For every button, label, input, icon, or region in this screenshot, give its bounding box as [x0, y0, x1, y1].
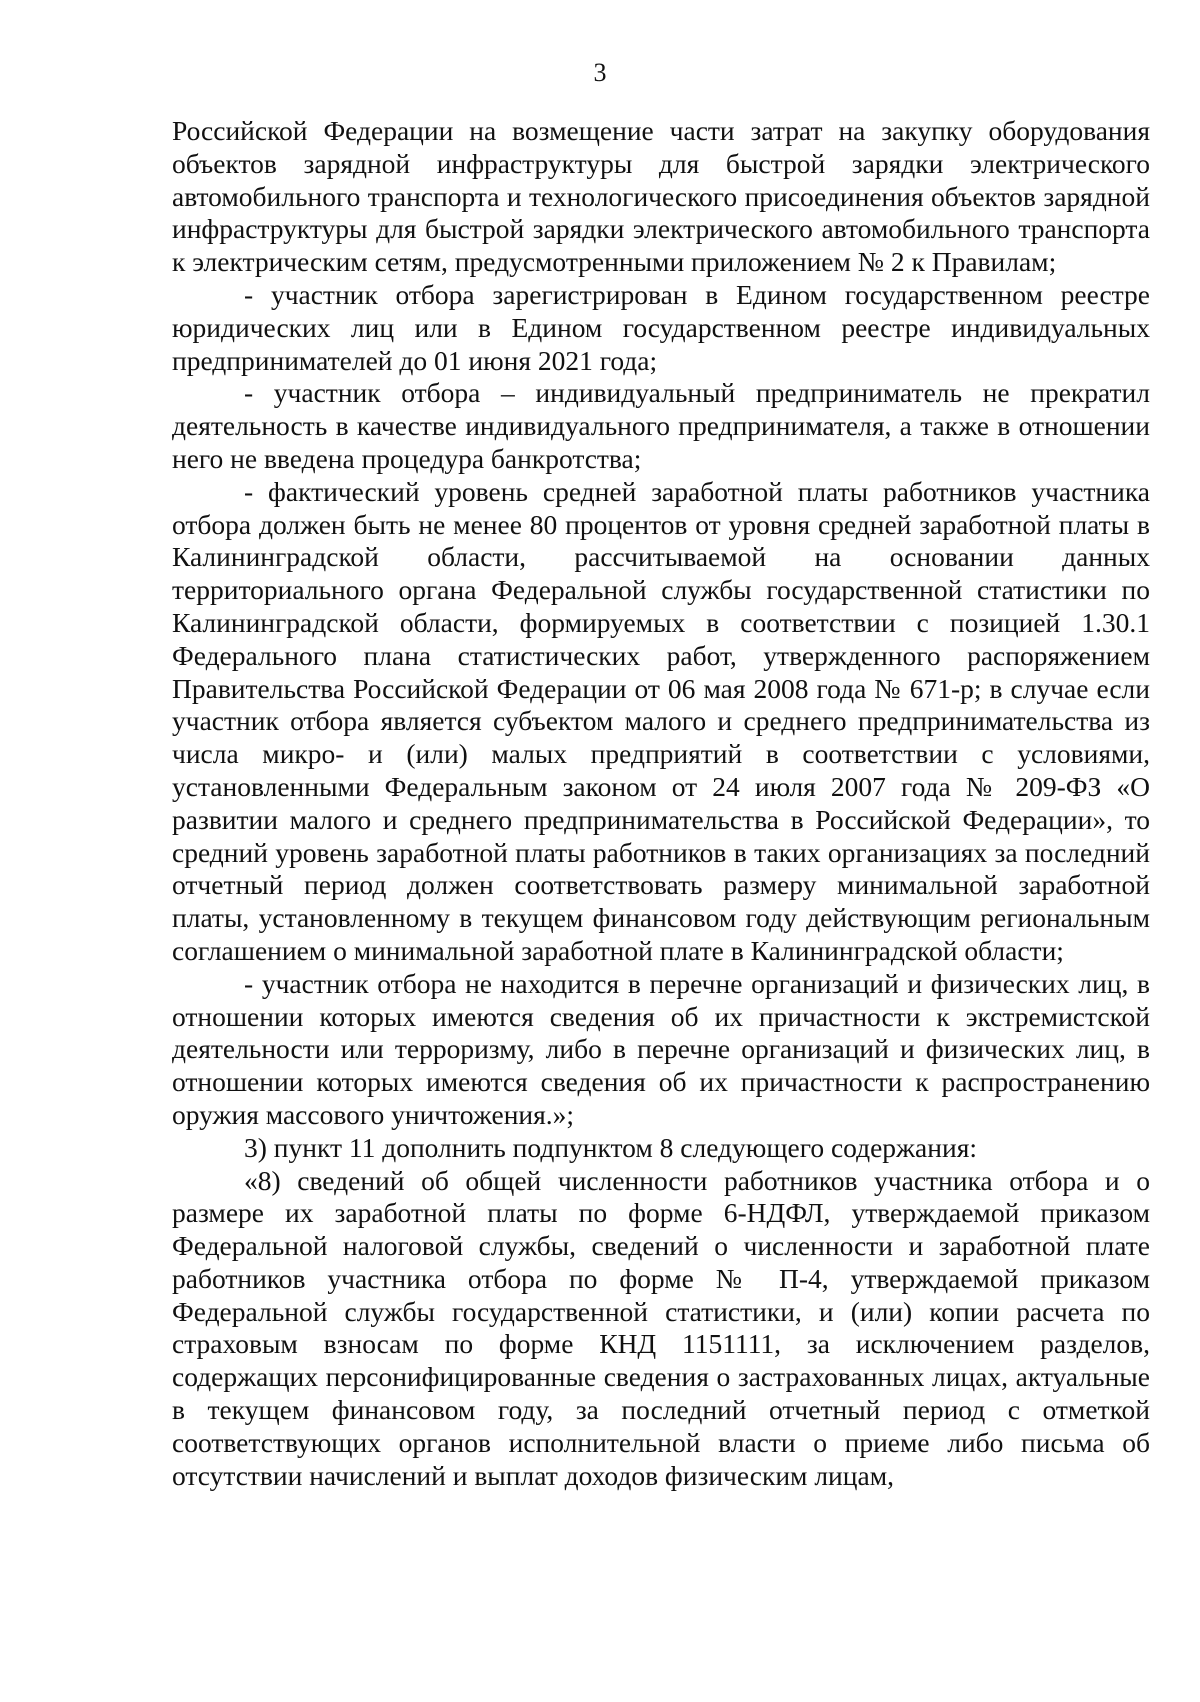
paragraph-subitem-8: «8) сведений об общей численности работников участника отбора и о размере их заработной платы по форме 6-НДФЛ, утверждаемой приказом Федеральной налоговой службы, сведений о численности и заработной плате работников участника отбора по форме № П-4, утверждаемой приказом Федеральной службы государственной статистики, и (или) копии расчета по страховым взносам по форме КНД 1151111, за исключением разделов, содержащих персонифицированные сведения о застрахованных лицах, актуальные в текущем финансовом году, за последний отчетный период с отметкой соответствующих органов исполнительной власти о приеме либо письма об отсутствии начислений и выплат доходов физическим лицам,: [172, 1164, 1150, 1491]
paragraph-extremism-condition: - участник отбора не находится в перечне организаций и физических лиц, в отношении которых имеются сведения об их причастности к экстремистской деятельности или терроризму, либо в перечне организаций и физических лиц, в отношении которых имеются сведения об их причастности к распространению оружия массового уничтожения.»;: [172, 967, 1150, 1130]
paragraph-continuation: Российской Федерации на возмещение части затрат на закупку оборудования объектов зарядной инфраструктуры для быстрой зарядки электрического автомобильного транспорта и технологического присоединения объектов зарядной инфраструктуры для быстрой зарядки электрического автомобильного транспорта к электрическим сетям, предусмотренными приложением № 2 к Правилам;: [172, 115, 1150, 278]
document-body: [172, 115, 1150, 1492]
paragraph-bankruptcy-condition: - участник отбора – индивидуальный предприниматель не прекратил деятельность в качестве индивидуального предпринимателя, а также в отношении него не введена процедура банкротства;: [172, 377, 1150, 474]
paragraph-item-3: 3) пункт 11 дополнить подпунктом 8 следующего содержания:: [244, 1131, 977, 1163]
paragraph-salary-condition: - фактический уровень средней заработной платы работников участника отбора должен быть не менее 80 процентов от уровня средней заработной платы в Калининградской области, рассчитываемой на основании данных территориального органа Федеральной службы государственной статистики по Калининградской области, формируемых в соответствии с позицией 1.30.1 Федерального плана статистических работ, утвержденного распоряжением Правительства Российской Федерации от 06 мая 2008 года № 671-р; в случае если участник отбора является субъектом малого и среднего предпринимательства из числа микро- и (или) малых предприятий в соответствии с условиями, установленными Федеральным законом от 24 июля 2007 года № 209-ФЗ «О развитии малого и среднего предпринимательства в Российской Федерации», то средний уровень заработной платы работников в таких организациях за последний отчетный период должен соответствовать размеру минимальной заработной платы, установленному в текущем финансовом году действующим региональным соглашением о минимальной заработной плате в Калининградской области;: [172, 475, 1150, 966]
paragraph-registration-condition: - участник отбора зарегистрирован в Едином государственном реестре юридических лиц или в Едином государственном реестре индивидуальных предпринимателей до 01 июня 2021 года;: [172, 278, 1150, 376]
page-number: 3: [593, 58, 607, 87]
